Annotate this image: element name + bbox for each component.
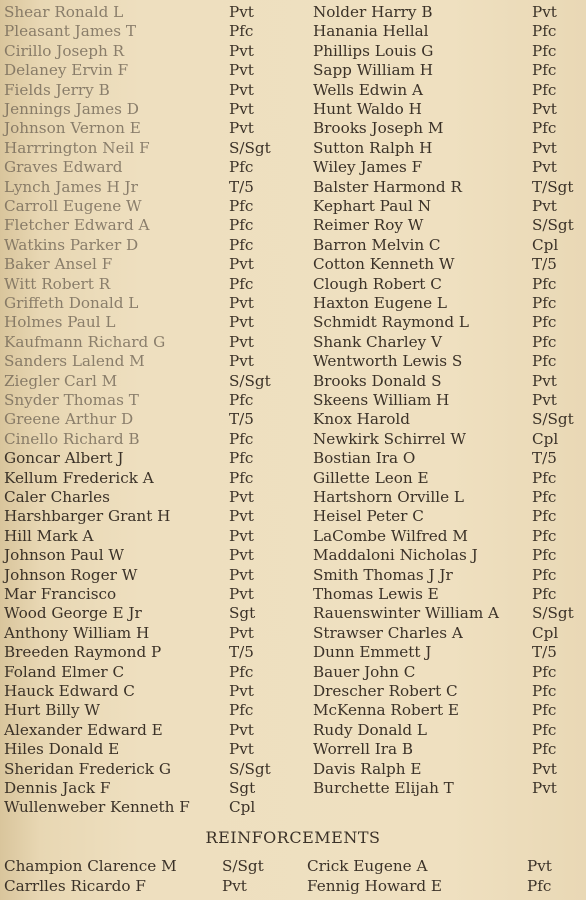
name-left: Caler Charles bbox=[4, 488, 110, 506]
name-right: Strawser Charles A bbox=[313, 623, 463, 642]
rank-left: Pvt bbox=[229, 585, 254, 603]
name-right: Brooks Donald S bbox=[313, 371, 442, 390]
roster-row bbox=[0, 22, 586, 41]
name-right: Newkirk Schirrel W bbox=[313, 429, 466, 448]
rank-left: Pvt bbox=[229, 565, 254, 584]
rank-left: Pvt bbox=[229, 720, 254, 739]
rank-right: Pfc bbox=[532, 119, 557, 138]
name-left: Champion Clarence M bbox=[4, 857, 177, 875]
name-left: Carrlles Ricardo F bbox=[4, 877, 146, 895]
name-left: Cirillo Joseph R bbox=[4, 41, 125, 60]
rank-right: Pfc bbox=[532, 468, 557, 487]
rank-right: Pfc bbox=[532, 294, 557, 312]
rank-right: Pfc bbox=[532, 701, 557, 720]
roster-row bbox=[0, 61, 586, 80]
rank-right: Pfc bbox=[532, 585, 557, 603]
roster-row bbox=[0, 546, 586, 565]
name-left: Pleasant James T bbox=[4, 22, 136, 41]
name-right: Nolder Harry B bbox=[313, 3, 433, 21]
rank-right: Pfc bbox=[532, 682, 557, 700]
name-left: Johnson Vernon E bbox=[4, 119, 141, 138]
name-right: Davis Ralph E bbox=[313, 759, 422, 778]
rank-left: T/5 bbox=[229, 177, 254, 196]
name-right: Wells Edwin A bbox=[313, 80, 423, 99]
name-right: Cotton Kenneth W bbox=[313, 255, 455, 274]
roster-row bbox=[0, 333, 586, 352]
name-left: Harrrington Neil F bbox=[4, 138, 150, 157]
name-left: Fletcher Edward A bbox=[4, 216, 150, 235]
rank-right: T/5 bbox=[532, 449, 557, 468]
rank-left: Pfc bbox=[229, 158, 254, 177]
rank-right: Pfc bbox=[532, 740, 557, 759]
rank-left: Pfc bbox=[229, 22, 254, 41]
roster-row bbox=[0, 197, 586, 216]
rank-left: Pvt bbox=[229, 100, 254, 118]
rank-left: Pfc bbox=[229, 449, 254, 468]
name-right: Phillips Louis G bbox=[313, 41, 434, 60]
rank-left: Pfc bbox=[229, 662, 254, 681]
name-right: Schmidt Raymond L bbox=[313, 313, 469, 332]
rank-left: Pvt bbox=[229, 488, 254, 506]
roster-row bbox=[0, 469, 586, 488]
rank-right: Pvt bbox=[532, 100, 557, 118]
rank-right: Pfc bbox=[532, 313, 557, 332]
rank-right: Pvt bbox=[532, 158, 557, 177]
rank-left: Pfc bbox=[229, 429, 254, 448]
rank-right: T/5 bbox=[532, 255, 557, 274]
rank-left: Sgt bbox=[229, 604, 256, 623]
rank-left: Pfc bbox=[229, 274, 254, 293]
rank-left: Pvt bbox=[229, 61, 254, 80]
rank-right: Pvt bbox=[532, 779, 557, 797]
rank-right: S/Sgt bbox=[532, 410, 574, 429]
roster-row bbox=[0, 643, 586, 662]
name-left: Delaney Ervin F bbox=[4, 61, 129, 80]
name-right: Rudy Donald L bbox=[313, 720, 427, 739]
rank-left: S/Sgt bbox=[229, 138, 271, 157]
name-left: Ziegler Carl M bbox=[4, 371, 118, 390]
name-right: Sapp William H bbox=[313, 61, 434, 80]
rank-right: S/Sgt bbox=[532, 216, 574, 235]
rank-right: Pfc bbox=[532, 720, 557, 739]
roster-row bbox=[0, 701, 586, 720]
name-left: Lynch James H Jr bbox=[4, 177, 138, 196]
roster-row bbox=[0, 663, 586, 682]
roster-row bbox=[0, 158, 586, 177]
name-left: Sheridan Frederick G bbox=[4, 759, 171, 778]
roster-row bbox=[0, 178, 586, 197]
name-right: Fennig Howard E bbox=[307, 877, 443, 895]
rank-right: T/Sgt bbox=[532, 177, 574, 196]
rank-left: Pvt bbox=[229, 623, 254, 642]
rank-left: Sgt bbox=[229, 779, 256, 797]
roster-row bbox=[0, 275, 586, 294]
name-left: Fields Jerry B bbox=[4, 80, 110, 99]
name-left: Graves Edward bbox=[4, 158, 123, 177]
rank-right: Pvt bbox=[532, 3, 557, 21]
name-right: Rauenswinter William A bbox=[313, 604, 500, 623]
name-left: Johnson Roger W bbox=[4, 565, 138, 584]
rank-left: Pvt bbox=[229, 332, 254, 351]
name-left: Snyder Thomas T bbox=[4, 391, 139, 409]
name-left: Johnson Paul W bbox=[4, 546, 125, 565]
name-right: Knox Harold bbox=[313, 410, 410, 429]
roster-row bbox=[0, 449, 586, 468]
roster-row bbox=[0, 294, 586, 313]
name-right: Hanania Hellal bbox=[313, 22, 429, 41]
roster-row bbox=[0, 81, 586, 100]
name-right: Hunt Waldo H bbox=[313, 100, 422, 118]
rank-right: Pvt bbox=[532, 197, 557, 215]
rank-right: Pfc bbox=[532, 274, 557, 293]
name-right: Reimer Roy W bbox=[313, 216, 424, 235]
name-right: McKenna Robert E bbox=[313, 701, 459, 720]
rank-right: Pfc bbox=[532, 61, 557, 80]
rank-right: Pvt bbox=[532, 391, 557, 409]
name-left: Greene Arthur D bbox=[4, 410, 134, 429]
rank-left: S/Sgt bbox=[222, 857, 264, 875]
rank-right: Pfc bbox=[532, 352, 557, 371]
name-left: Kaufmann Richard G bbox=[4, 332, 166, 351]
rank-left: Pvt bbox=[229, 80, 254, 99]
rank-right: Pfc bbox=[532, 662, 557, 681]
name-left: Kellum Frederick A bbox=[4, 468, 154, 487]
rank-left: Pfc bbox=[229, 701, 254, 720]
rank-right: Pfc bbox=[532, 332, 557, 351]
reinforcements-heading: REINFORCEMENTS bbox=[205, 828, 381, 847]
rank-right: Pfc bbox=[532, 22, 557, 41]
roster-row bbox=[0, 216, 586, 235]
rank-left: Pfc bbox=[229, 391, 254, 409]
name-right: Heisel Peter C bbox=[313, 507, 424, 526]
name-right: Kephart Paul N bbox=[313, 197, 432, 215]
name-left: Wood George E Jr bbox=[4, 604, 142, 623]
name-left: Hauck Edward C bbox=[4, 682, 135, 700]
rank-left: Pvt bbox=[229, 313, 254, 332]
rank-left: Pvt bbox=[229, 41, 254, 60]
rank-left: Pvt bbox=[229, 3, 254, 21]
name-right: Bostian Ira O bbox=[313, 449, 416, 468]
rank-right: Pvt bbox=[532, 138, 557, 157]
reinforcement-row bbox=[0, 857, 586, 876]
rank-right: Cpl bbox=[532, 235, 559, 254]
rank-left: Pvt bbox=[229, 546, 254, 565]
roster-row bbox=[0, 566, 586, 585]
name-left: Hiles Donald E bbox=[4, 740, 120, 759]
name-right: Crick Eugene A bbox=[307, 857, 428, 875]
roster-row bbox=[0, 3, 586, 22]
name-right: Haxton Eugene L bbox=[313, 294, 447, 312]
roster-row bbox=[0, 740, 586, 759]
name-left: Shear Ronald L bbox=[4, 3, 124, 21]
rank-right: Pfc bbox=[532, 41, 557, 60]
name-right: Barron Melvin C bbox=[313, 235, 441, 254]
name-right: Smith Thomas J Jr bbox=[313, 565, 453, 584]
rank-right: Pfc bbox=[532, 488, 557, 506]
roster-row bbox=[0, 236, 586, 255]
rank-left: Pvt bbox=[229, 255, 254, 274]
name-right: LaCombe Wilfred M bbox=[313, 526, 468, 545]
name-right: Shank Charley V bbox=[313, 332, 442, 351]
rank-left: Pvt bbox=[229, 352, 254, 371]
roster-row bbox=[0, 313, 586, 332]
name-right: Balster Harmond R bbox=[313, 177, 462, 196]
name-left: Dennis Jack F bbox=[4, 779, 111, 797]
name-left: Cinello Richard B bbox=[4, 429, 140, 448]
roster-row bbox=[0, 352, 586, 371]
name-right: Bauer John C bbox=[313, 662, 416, 681]
roster-row bbox=[0, 624, 586, 643]
name-right: Brooks Joseph M bbox=[313, 119, 444, 138]
roster-row bbox=[0, 42, 586, 61]
rank-right: Cpl bbox=[532, 429, 559, 448]
roster-row bbox=[0, 798, 586, 817]
name-right: Burchette Elijah T bbox=[313, 779, 454, 797]
rank-left: T/5 bbox=[229, 643, 254, 662]
rank-left: Pvt bbox=[229, 119, 254, 138]
rank-left: S/Sgt bbox=[229, 371, 271, 390]
roster-row bbox=[0, 119, 586, 138]
roster-row bbox=[0, 488, 586, 507]
roster-row bbox=[0, 721, 586, 740]
name-left: Holmes Paul L bbox=[4, 313, 116, 332]
rank-right: Pfc bbox=[532, 80, 557, 99]
name-right: Hartshorn Orville L bbox=[313, 488, 465, 506]
name-left: Wullenweber Kenneth F bbox=[4, 798, 190, 817]
name-right: Clough Robert C bbox=[313, 274, 442, 293]
roster-row bbox=[0, 779, 586, 798]
name-left: Hill Mark A bbox=[4, 526, 94, 545]
name-left: Foland Elmer C bbox=[4, 662, 125, 681]
roster-row bbox=[0, 372, 586, 391]
rank-left: Pvt bbox=[229, 294, 254, 312]
rank-left: T/5 bbox=[229, 410, 254, 429]
name-left: Mar Francisco bbox=[4, 585, 117, 603]
roster-row bbox=[0, 585, 586, 604]
name-left: Alexander Edward E bbox=[4, 720, 163, 739]
name-left: Watkins Parker D bbox=[4, 235, 139, 254]
roster-row bbox=[0, 430, 586, 449]
name-left: Anthony William H bbox=[4, 623, 150, 642]
roster-row bbox=[0, 391, 586, 410]
name-left: Baker Ansel F bbox=[4, 255, 113, 274]
name-left: Hurt Billy W bbox=[4, 701, 100, 720]
name-right: Skeens William H bbox=[313, 391, 450, 409]
rank-right: S/Sgt bbox=[532, 604, 574, 623]
rank-right: Pfc bbox=[527, 877, 552, 895]
roster-row bbox=[0, 139, 586, 158]
rank-right: Pfc bbox=[532, 526, 557, 545]
name-right: Wentworth Lewis S bbox=[313, 352, 463, 371]
roster-row bbox=[0, 682, 586, 701]
rank-left: Pvt bbox=[229, 740, 254, 759]
name-left: Harshbarger Grant H bbox=[4, 507, 171, 526]
roster-row bbox=[0, 527, 586, 546]
name-left: Griffeth Donald L bbox=[4, 294, 139, 312]
rank-right: Cpl bbox=[532, 623, 559, 642]
rank-left: Pvt bbox=[229, 507, 254, 526]
rank-right: Pvt bbox=[527, 857, 552, 875]
name-left: Sanders Lalend M bbox=[4, 352, 145, 371]
rank-left: Pfc bbox=[229, 197, 254, 215]
roster-row bbox=[0, 760, 586, 779]
rank-right: Pfc bbox=[532, 507, 557, 526]
rank-left: Pfc bbox=[229, 235, 254, 254]
name-left: Breeden Raymond P bbox=[4, 643, 162, 662]
rank-left: Pfc bbox=[229, 468, 254, 487]
name-left: Goncar Albert J bbox=[4, 449, 124, 468]
rank-left: S/Sgt bbox=[229, 759, 271, 778]
name-right: Thomas Lewis E bbox=[313, 585, 439, 603]
rank-right: Pvt bbox=[532, 371, 557, 390]
rank-right: Pfc bbox=[532, 546, 557, 565]
name-left: Witt Robert R bbox=[4, 274, 111, 293]
rank-left: Pfc bbox=[229, 216, 254, 235]
roster-row bbox=[0, 100, 586, 119]
rank-left: Pvt bbox=[222, 877, 247, 895]
rank-left: Pvt bbox=[229, 526, 254, 545]
name-left: Carroll Eugene W bbox=[4, 197, 142, 215]
name-left: Jennings James D bbox=[4, 100, 139, 118]
rank-right: Pvt bbox=[532, 759, 557, 778]
rank-right: Pfc bbox=[532, 565, 557, 584]
roster-row bbox=[0, 604, 586, 623]
roster-row bbox=[0, 255, 586, 274]
name-right: Drescher Robert C bbox=[313, 682, 458, 700]
roster-row bbox=[0, 410, 586, 429]
name-right: Worrell Ira B bbox=[313, 740, 414, 759]
roster-row bbox=[0, 507, 586, 526]
rank-right: T/5 bbox=[532, 643, 557, 662]
rank-left: Pvt bbox=[229, 682, 254, 700]
name-right: Sutton Ralph H bbox=[313, 138, 433, 157]
reinforcement-row bbox=[0, 877, 586, 896]
name-right: Gillette Leon E bbox=[313, 468, 429, 487]
name-right: Dunn Emmett J bbox=[313, 643, 432, 662]
name-right: Maddaloni Nicholas J bbox=[313, 546, 478, 565]
rank-left: Cpl bbox=[229, 798, 256, 817]
name-right: Wiley James F bbox=[313, 158, 423, 177]
